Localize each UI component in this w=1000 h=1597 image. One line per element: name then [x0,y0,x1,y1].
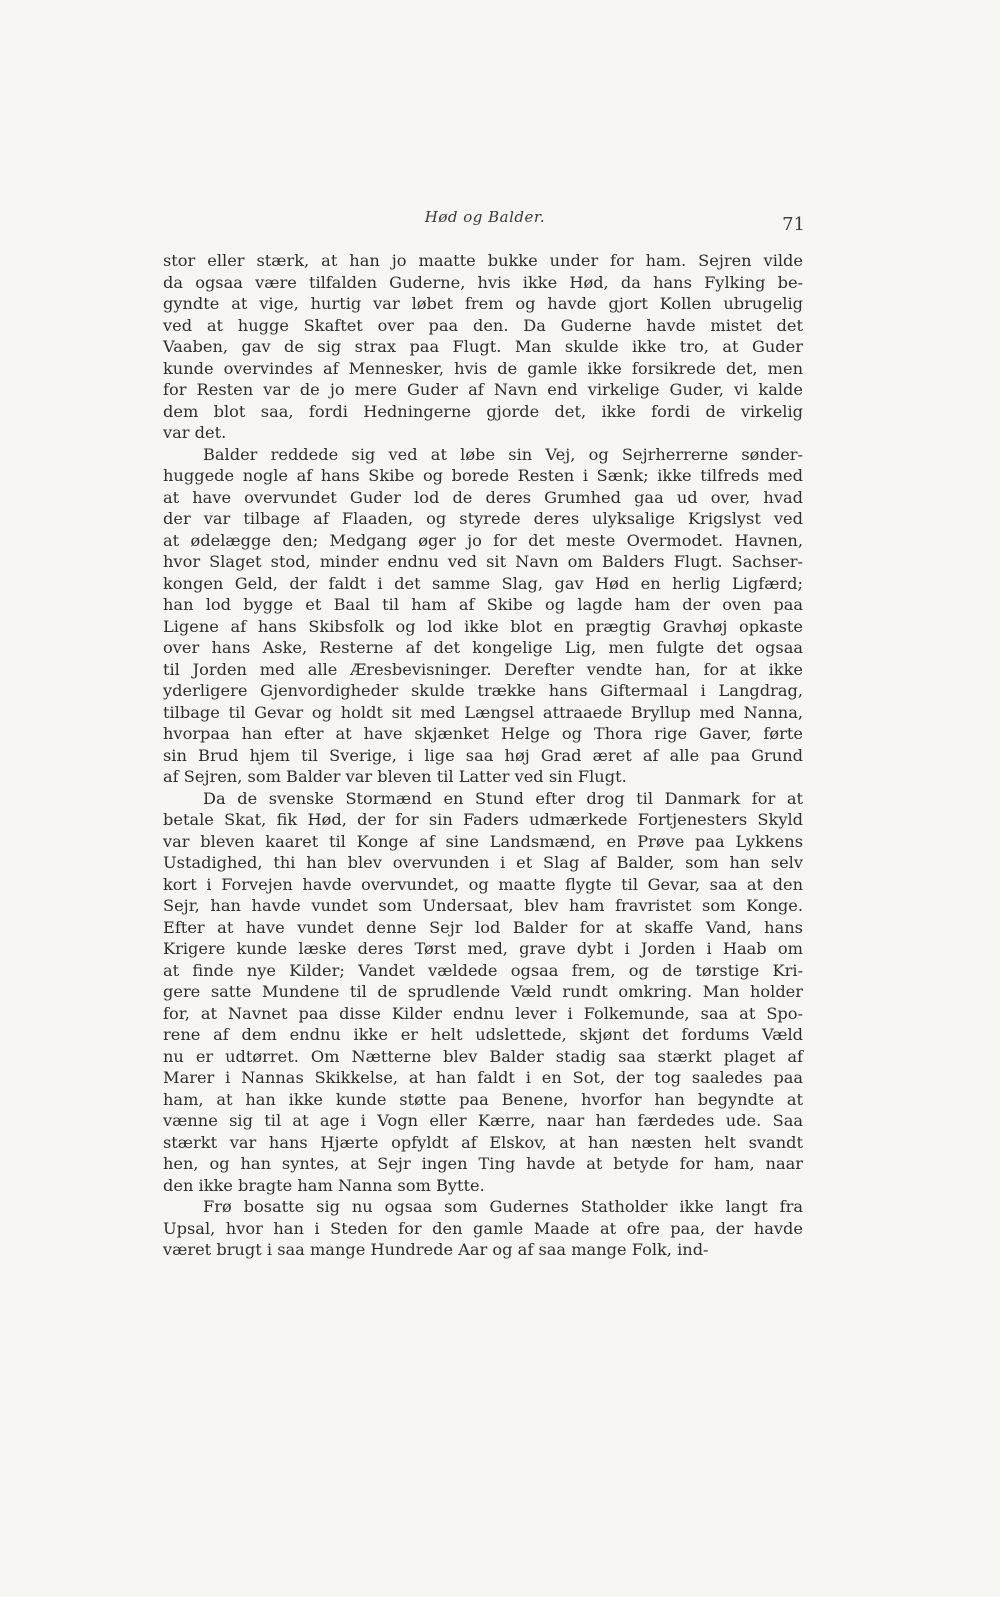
text-line: til Jorden med alle Æresbevisninger. Derefter vendte han, for at ikke [163,659,803,679]
text-line: stor eller stærk, at han jo maatte bukke under for ham. Sejren vilde [163,251,803,270]
text-line: Da de svenske Stormænd en Stund efter drog til Danmark for at [203,788,803,808]
text-line: gyndte at vige, hurtig var løbet frem og havde gjort Kollen ubrugelig [163,294,803,313]
text-line: for Resten var de jo mere Guder af Navn end virkelige Guder, vi kalde [163,380,803,399]
text-line: Vaaben, gav de sig strax paa Flugt. Man skulde ikke tro, at Guder [163,337,803,356]
text-line: af Sejren, som Balder var bleven til Latter ved sin Flugt. [163,767,627,786]
text-line: kunde overvindes af Mennesker, hvis de gamle ikke forsikrede det, men [163,358,803,378]
text-line: over hans Aske, Resterne af det kongelige Lig, men fulgte det ogsaa [163,638,803,657]
text-line: hen, og han syntes, at Sejr ingen Ting havde at betyde for ham, naar [163,1154,803,1173]
text-line: dem blot saa, fordi Hedningerne gjorde det, ikke fordi de virkelig [163,401,803,421]
paragraph [163,788,803,1197]
text-line: den ikke bragte ham Nanna som Bytte. [163,1175,485,1195]
text-line: da ogsaa være tilfalden Guderne, hvis ikke Hød, da hans Fylking be- [163,272,803,292]
text-line: at finde nye Kilder; Vandet vældede ogsaa frem, og de tørstige Kri- [163,960,803,980]
text-line: for, at Navnet paa disse Kilder endnu lever i Folkemunde, saa at Spo- [163,1003,803,1023]
text-line: sin Brud hjem til Sverige, i lige saa høj Grad æret af alle paa Grund [163,745,803,765]
text-line: at ødelægge den; Medgang øger jo for det meste Overmodet. Havnen, [163,530,803,550]
text-line: han lod bygge et Baal til ham af Skibe og lagde ham der oven paa [163,595,803,614]
paragraph [163,250,803,444]
text-line: Ligene af hans Skibsfolk og lod ikke blot en prægtig Gravhøj opkaste [163,616,803,636]
text-line: hvor Slaget stod, minder endnu ved sit Navn om Balders Flugt. Sachser- [163,552,803,571]
text-line: vænne sig til at age i Vogn eller Kærre, naar han færdedes ude. Saa [163,1111,803,1130]
text-line: kort i Forvejen havde overvundet, og maatte flygte til Gevar, saa at den [163,874,803,894]
text-line: hvorpaa han efter at have skjænket Helge og Thora rige Gaver, førte [163,724,803,743]
text-line: gere satte Mundene til de sprudlende Væld rundt omkring. Man holder [163,982,803,1001]
text-line: været brugt i saa mange Hundrede Aar og af saa mange Folk, ind- [163,1240,709,1259]
text-line: Sejr, han havde vundet som Undersaat, blev ham fravristet som Konge. [163,896,803,915]
text-line: kongen Geld, der faldt i det samme Slag, gav Hød en herlig Ligfærd; [163,573,803,593]
text-line: Balder reddede sig ved at løbe sin Vej, og Sejrherrerne sønder- [203,444,803,464]
text-line: var bleven kaaret til Konge af sine Landsmænd, en Prøve paa Lykkens [163,831,803,851]
text-line: nu er udtørret. Om Nætterne blev Balder stadig saa stærkt plaget af [163,1046,803,1066]
text-line: rene af dem endnu ikke er helt udslettede, skjønt det fordums Væld [163,1025,803,1044]
text-line: Upsal, hvor han i Steden for den gamle Maade at ofre paa, der havde [163,1218,803,1238]
text-line: Krigere kunde læske deres Tørst med, grave dybt i Jorden i Haab om [163,939,803,958]
text-line: yderligere Gjenvordigheder skulde trække hans Giftermaal i Langdrag, [163,681,803,700]
text-line: Frø bosatte sig nu ogsaa som Gudernes Statholder ikke langt fra [203,1197,803,1216]
text-line: betale Skat, fik Hød, der for sin Faders udmærkede Fortjenesters Skyld [163,810,803,829]
text-line: ham, at han ikke kunde støtte paa Benene, hvorfor han begyndte at [163,1089,803,1109]
page-header [165,208,805,238]
text-line: tilbage til Gevar og holdt sit med Længsel attraaede Bryllup med Nanna, [163,702,803,722]
page-number: 71 [782,214,805,235]
paragraph [163,444,803,788]
text-line: ved at hugge Skaftet over paa den. Da Guderne havde mistet det [163,315,803,335]
text-line: der var tilbage af Flaaden, og styrede deres ulyksalige Krigslyst ved [163,509,803,528]
paragraph [163,1196,803,1261]
text-line: var det. [163,423,227,442]
text-line: huggede nogle af hans Skibe og borede Resten i Sænk; ikke tilfreds med [163,466,803,485]
text-line: Efter at have vundet denne Sejr lod Balder for at skaffe Vand, hans [163,917,803,937]
running-head: Hød og Balder. [424,208,546,226]
text-line: Marer i Nannas Skikkelse, at han faldt i en Sot, der tog saaledes paa [163,1068,803,1087]
text-line: at have overvundet Guder lod de deres Grumhed gaa ud over, hvad [163,487,803,507]
text-line: Ustadighed, thi han blev overvunden i et Slag af Balder, som han selv [163,853,803,872]
body-text [163,250,803,1261]
text-line: stærkt var hans Hjærte opfyldt af Elskov, at han næsten helt svandt [163,1132,803,1152]
